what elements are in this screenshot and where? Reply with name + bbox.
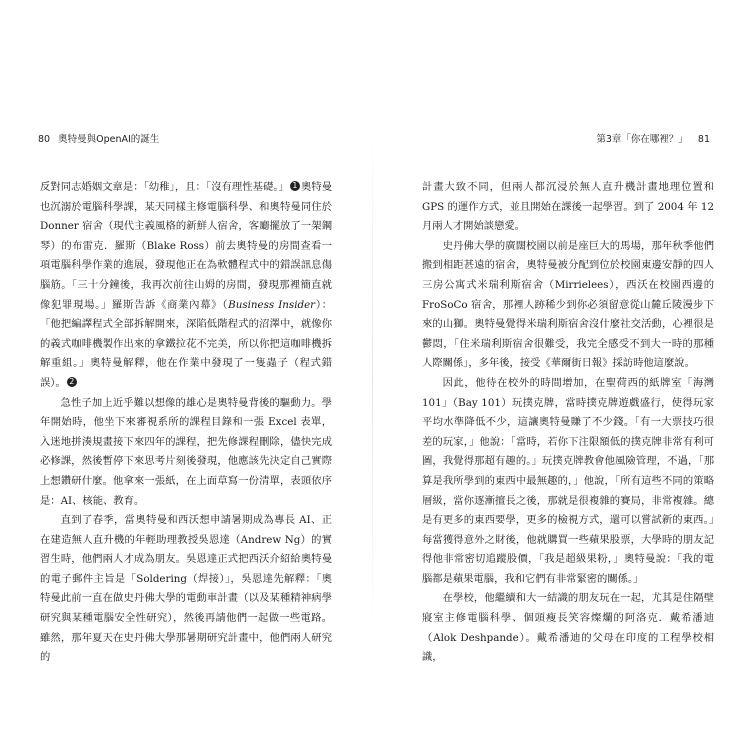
left-body-text xyxy=(40,178,332,668)
text-run: ）：「他把編譯程式全部拆解開來，深陷低階程式的沼澤中，就像你的義式咖啡機製作出來的拿鐵拉花不完美，所以你把這咖啡機拆解重組。」奧特曼解釋，他在作業中發現了一隻蟲子（程式錯誤）。 xyxy=(40,298,333,389)
left-page-number: 80 xyxy=(38,134,51,145)
text-run: 反對同志婚姻文章是：「幼稚」，且：「沒有理性基礎。」 xyxy=(40,181,289,193)
right-body-text xyxy=(422,178,714,668)
right-running-head: 第3章「你在哪裡？」 xyxy=(596,134,688,145)
body-paragraph xyxy=(40,178,332,394)
footnote-marker: 2 xyxy=(67,377,77,387)
body-paragraph xyxy=(40,511,332,668)
book-gutter xyxy=(372,120,373,640)
text-run: 計畫大致不同，但兩人都沉浸於無人直升機計畫地理位置和 GPS 的運作方式，並且開始在課後一起學習。到了 2004 年 12 月兩人才開始談戀愛。 xyxy=(422,181,714,233)
right-page xyxy=(380,0,750,750)
italic-text: Business Insider xyxy=(228,298,316,311)
body-paragraph xyxy=(422,237,714,374)
text-run: 因此，他待在校外的時間增加，在聖荷西的紙牌室「海灣 101」（Bay 101）玩撲克牌，當時撲克牌遊戲盛行，使得玩家平均水準降低不少，這讓奧特曼賺了不少錢。「有一大票技巧很差的玩家，」他說：「當時，若你下注限額低的撲克牌非常有利可圖，我覺得那超有趣的。」玩撲克牌教會他風險管理，不過，「那算是我所學到的東西中最無趣的，」他說，「所有這些不同的策略層級，當你逐漸擅長之後，那就是很複雜的賽局，非常複雜。總是有更多的東西要學，更多的檢視方式，還可以嘗試新的東西。」每當獲得意外之財後，他就購買一些蘋果股票，大學時的朋友記得他非常密切追蹤股價，「我是超級果粉，」奧特曼說：「我的電腦都是蘋果電腦，我和它們有非常緊密的關係。」 xyxy=(422,376,714,585)
text-run: 奧特曼也沉溺於電腦科學課，某天同樣主修電腦科學、和奧特曼同住於 Donner 宿舍（現代主義風格的新鮮人宿舍，客廳擺放了一架鋼琴）的布雷克．羅斯（Blake Ross）前去奧特曼的房間查看一項電腦科學作業的進展，發現他正在為軟體程式中的錯誤訊息傷腦筋。「三十分鐘後，我再次前往山姆的房間，發現那裡簡直就像犯罪現場。」羅斯告訴《商業內幕》（ xyxy=(40,181,333,311)
footnote-marker: 1 xyxy=(290,181,300,191)
body-paragraph xyxy=(422,589,714,667)
text-run: 直到了春季，當奧特曼和西沃想申請暑期成為專長 AI、正在建造無人直升機的年輕助理教授吳恩達（Andrew Ng）的實習生時，他們兩人才成為朋友。吳恩達正式把西沃介紹給奧特曼的電子郵件主旨是「Soldering（焊接）」，吳恩達先解釋：「奧特曼此前一直在做史丹佛大學的電動車計畫（以及某種精神病學研究與某種電腦安全性研究），然後再請他們一起做一些電路。雖然，那年夏天在史丹佛大學那暑期研究計畫中，他們兩人研究的 xyxy=(40,514,332,664)
left-running-head: 奧特曼與OpenAI的誕生 xyxy=(58,134,160,145)
left-page xyxy=(0,0,370,750)
text-run: 急性子加上近乎難以想像的雄心是奧特曼背後的驅動力。學年開始時，他坐下來審視系所的課程目錄和一張 Excel 表單，入迷地拼湊規畫接下來四年的課程，把先修課程刪除，儘快完成必修課，然後暫停下來思考片刻後發現，他應該先決定自己實際上想鑽研什麼。他拿來一張紙，在上面草寫一份清單，表頭依序是：AI、核能、教育。 xyxy=(40,396,332,507)
left-running-header xyxy=(38,131,159,145)
right-page-number: 81 xyxy=(697,134,710,145)
text-run: 史丹佛大學的廣闊校園以前是座巨大的馬場，那年秋季他們搬到相距甚遠的宿舍，奧特曼被分配到位於校園東邊安靜的四人三房公寓式米瑞利斯宿舍（Mirrielees），西沃在校園西邊的 FroSoCo 宿舍，那裡人跡稀少到你必須留意從山麓丘陵漫步下來的山獅。奧特曼覺得米瑞利斯宿舍沒什麼社交活動，心裡很是鬱悶，「住米瑞利斯宿舍很難受，我完全感受不到大一時的那種人際關係」，多年後，接受《華爾街日報》採訪時他這麼說。 xyxy=(422,239,714,370)
right-running-header xyxy=(596,131,710,145)
text-run: 在學校，他繼續和大一結識的朋友玩在一起，尤其是住隔壁寢室主修電腦科學、個頭瘦長笑容燦爛的阿洛克．戴希潘迪（Alok Deshpande）。戴希潘迪的父母在印度的工程學校相識， xyxy=(422,592,714,664)
body-paragraph xyxy=(422,178,714,237)
body-paragraph xyxy=(422,374,714,590)
body-paragraph xyxy=(40,394,332,512)
